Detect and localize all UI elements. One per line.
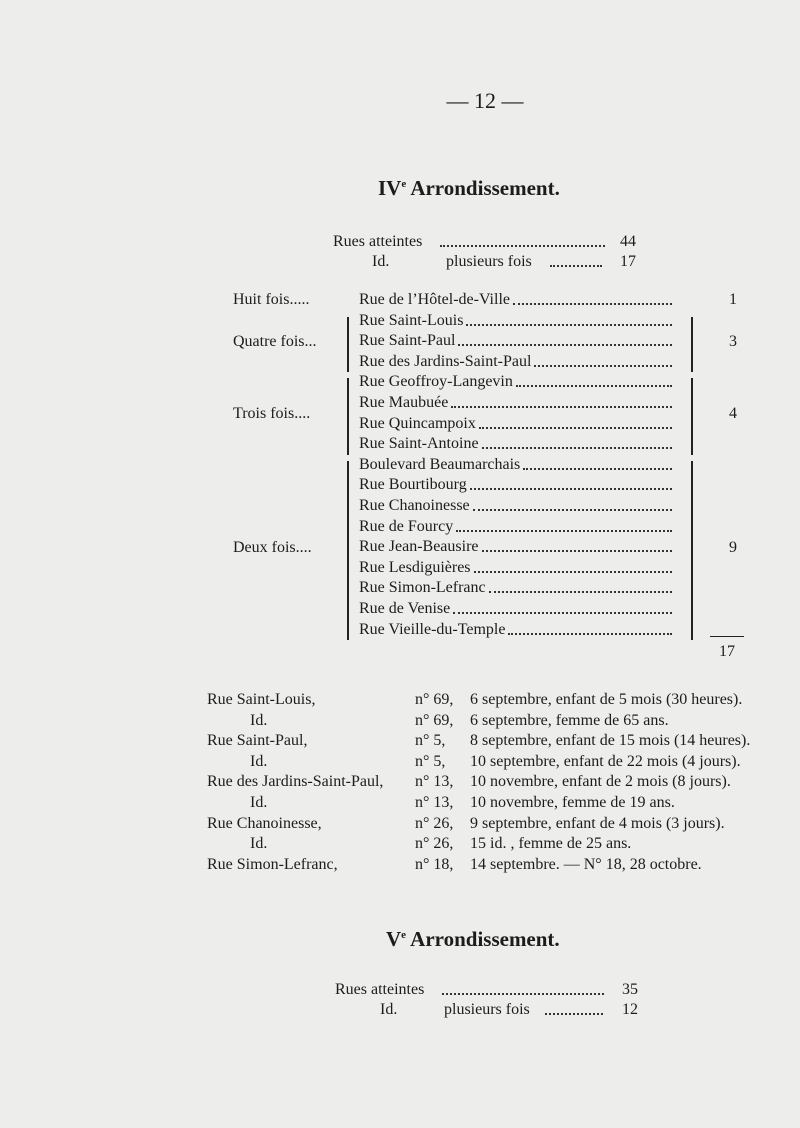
summary-value-several: 17	[620, 253, 636, 270]
leader-dots	[458, 343, 672, 346]
street-name: Rue Lesdiguières	[359, 558, 471, 576]
section-title-roman: V	[386, 927, 402, 951]
leader-dots	[466, 323, 672, 326]
total-rule	[710, 636, 744, 637]
case-house-number: n° 26,	[415, 835, 454, 853]
section-title-iv	[378, 176, 560, 201]
summary-label-id: Id.	[372, 253, 390, 270]
street-name: Rue Bourtibourg	[359, 476, 467, 494]
leader-dots	[482, 446, 672, 449]
street-name: Rue Saint-Louis	[359, 311, 464, 329]
leader-dots	[479, 426, 672, 429]
case-house-number: n° 13,	[415, 794, 454, 811]
left-brace	[347, 378, 349, 454]
section-title-sup: e	[401, 929, 407, 941]
right-brace	[691, 378, 693, 454]
section-title-roman: IV	[378, 176, 402, 200]
case-house-number: n° 26,	[415, 814, 454, 832]
frequency-label: Quatre fois...	[233, 332, 317, 350]
case-detail: 6 septembre, enfant de 5 mois (30 heures).	[470, 691, 743, 708]
leader-dots	[440, 244, 605, 247]
street-name: Rue des Jardins-Saint-Paul	[359, 352, 532, 370]
case-detail: 10 novembre, femme de 19 ans.	[470, 794, 675, 811]
leader-dots	[489, 590, 672, 593]
case-house-number: n° 5,	[415, 732, 446, 750]
total-value: 17	[719, 643, 735, 660]
leader-dots	[453, 611, 672, 614]
section-title-v	[386, 927, 560, 952]
leader-dots	[451, 405, 672, 408]
summary-label-several: plusieurs fois	[444, 1001, 530, 1018]
section-title-sup: e	[401, 178, 407, 190]
leader-dots	[456, 529, 672, 532]
case-house-number: n° 13,	[415, 773, 454, 791]
leader-dots	[508, 632, 672, 635]
section-title-text: Arrondissement.	[406, 927, 560, 951]
street-name: Rue Jean-Beausire	[359, 538, 479, 556]
street-name: Boulevard Beaumarchais	[359, 455, 521, 473]
summary-label-several: plusieurs fois	[446, 253, 532, 270]
street-name: Rue de Venise	[359, 600, 451, 617]
case-street: Rue Saint-Paul,	[207, 732, 308, 750]
frequency-label: Deux fois....	[233, 538, 312, 556]
street-name: Rue Chanoinesse	[359, 497, 470, 514]
summary-label-affected: Rues atteintes	[335, 981, 425, 998]
street-name: Rue Maubuée	[359, 394, 449, 411]
case-house-number: n° 5,	[415, 752, 446, 770]
case-street: Id.	[250, 835, 268, 853]
leader-dots	[473, 508, 672, 511]
frequency-label: Trois fois....	[233, 404, 311, 422]
case-house-number: n° 18,	[415, 855, 454, 873]
case-detail: 9 septembre, enfant de 4 mois (3 jours).	[470, 814, 725, 832]
case-house-number: n° 69,	[415, 711, 454, 729]
street-name: Rue de l’Hôtel-de-Ville	[359, 291, 510, 308]
right-brace	[691, 317, 693, 373]
case-detail: 10 septembre, enfant de 22 mois (4 jours).	[470, 752, 741, 770]
summary-value-affected: 44	[620, 233, 636, 250]
left-brace	[347, 461, 349, 640]
case-street: Rue Chanoinesse,	[207, 814, 322, 832]
leader-dots	[545, 1012, 603, 1015]
case-street: Id.	[250, 752, 268, 770]
street-name: Rue Vieille-du-Temple	[359, 620, 506, 638]
case-detail: 10 novembre, enfant de 2 mois (8 jours).	[470, 773, 731, 791]
street-name: Rue Simon-Lefranc	[359, 579, 486, 597]
case-street: Rue Simon-Lefranc,	[207, 855, 338, 873]
case-detail: 14 septembre. — N° 18, 28 octobre.	[470, 855, 702, 873]
leader-dots	[550, 264, 602, 267]
street-name: Rue Saint-Antoine	[359, 435, 479, 453]
summary-label-id: Id.	[380, 1001, 398, 1018]
case-detail: 6 septembre, femme de 65 ans.	[470, 711, 669, 729]
case-street: Rue des Jardins-Saint-Paul,	[207, 773, 384, 791]
case-detail: 8 septembre, enfant de 15 mois (14 heures).	[470, 732, 751, 750]
leader-dots	[470, 487, 672, 490]
leader-dots	[474, 570, 672, 573]
case-street: Id.	[250, 794, 268, 811]
left-brace	[347, 317, 349, 373]
summary-label-affected: Rues atteintes	[333, 233, 423, 250]
street-name: Rue Quincampoix	[359, 414, 476, 432]
case-street: Rue Saint-Louis,	[207, 691, 316, 708]
group-count: 1	[729, 291, 737, 309]
leader-dots	[513, 302, 672, 305]
street-name: Rue de Fourcy	[359, 517, 454, 535]
frequency-label: Huit fois.....	[233, 291, 310, 309]
leader-dots	[516, 384, 672, 387]
street-name: Rue Geoffroy-Langevin	[359, 373, 513, 391]
case-house-number: n° 69,	[415, 691, 454, 708]
summary-value-affected: 35	[622, 981, 638, 998]
right-brace	[691, 461, 693, 640]
group-count: 3	[729, 332, 737, 350]
page-number: — 12 —	[446, 88, 524, 113]
section-title-text: Arrondissement.	[406, 176, 560, 200]
summary-value-several: 12	[622, 1001, 638, 1018]
case-street: Id.	[250, 711, 268, 729]
leader-dots	[442, 992, 604, 995]
leader-dots	[482, 549, 672, 552]
street-name: Rue Saint-Paul	[359, 332, 456, 350]
case-detail: 15 id. , femme de 25 ans.	[470, 835, 632, 853]
leader-dots	[534, 364, 672, 367]
group-count: 4	[729, 404, 737, 422]
leader-dots	[523, 467, 672, 470]
group-count: 9	[729, 538, 737, 556]
